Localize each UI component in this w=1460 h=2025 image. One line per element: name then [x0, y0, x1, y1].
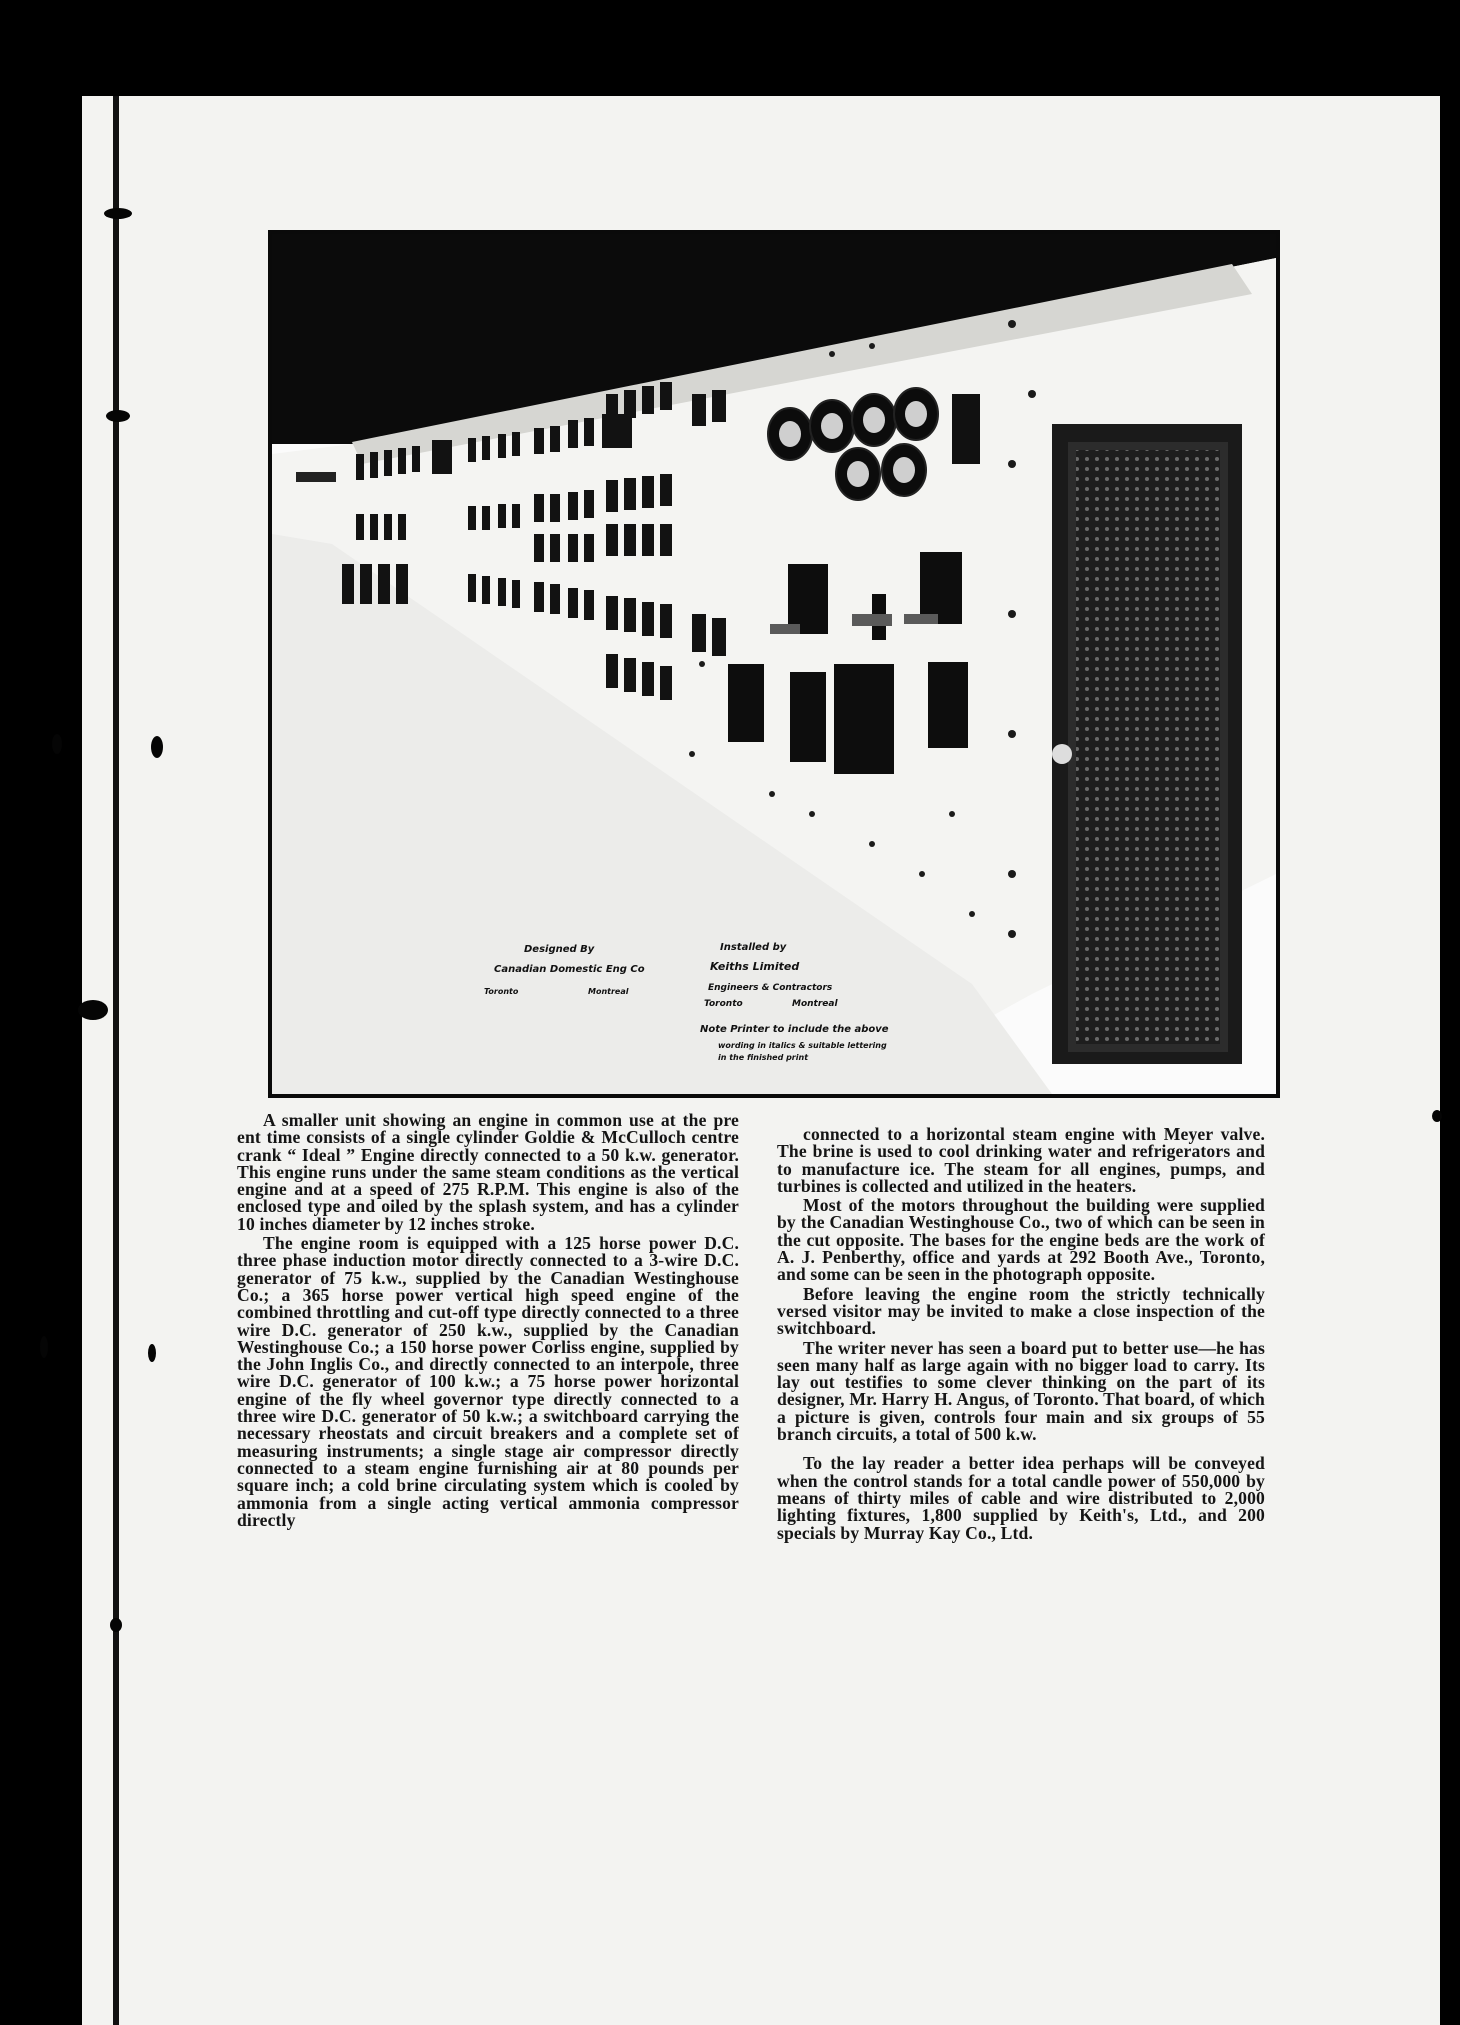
edge-mark [106, 410, 130, 422]
article-paragraph: A smaller unit showing an engine in common use at the pre ent time consists of a single cylinder Goldie & McCulloch centre crank “ Ideal ” Engine directly connected to a 50 k.w. generator. This engine runs under the same steam conditions as the vertical engine and at a speed of 275 R.P.M. This engine is also of the enclosed type and oiled by the splash system, and has a cylinder 10 inches diameter by 12 inches stroke. [237, 1110, 739, 1234]
edge-mark [148, 1344, 156, 1362]
article-paragraph: Before leaving the engine room the strictly technically versed visitor may be invited to make a close inspection of the switchboard. [777, 1283, 1265, 1339]
article-column-left [237, 1112, 739, 1529]
caption-designed-line-3: Toronto [484, 987, 519, 996]
article-paragraph: connected to a horizontal steam engine with Meyer valve. The brine is used to cool drinking water and refrigerators and to manufacture ice. The steam for all engines, pumps, and turbines is collected and utilized in the heaters. [777, 1124, 1265, 1196]
switchboard-image [272, 234, 1276, 1094]
article-paragraph: To the lay reader a better idea perhaps will be conveyed when the control stands for a total candle power of 550,000 by means of thirty miles of cable and wire distributed to 2,000 lighting fixtures, 1,800 supplied by Keith's, Ltd., and 200 specials by Murray Kay Co., Ltd. [777, 1453, 1265, 1543]
switchboard-photograph [268, 230, 1280, 1098]
edge-mark [40, 1336, 48, 1358]
caption-installed-line-2: Keiths Limited [710, 960, 800, 973]
binding-line [113, 96, 119, 2025]
edge-mark [1432, 1110, 1442, 1122]
caption-designed-line-1: Designed By [524, 944, 595, 955]
caption-installed-line-5: Montreal [792, 999, 838, 1009]
caption-note-line-2: wording in italics & suitable lettering [718, 1041, 887, 1050]
article-paragraph: Most of the motors throughout the building were supplied by the Canadian Westinghouse Co., two of which can be seen in the cut opposite. The bases for the engine beds are the work of A. J. Penberthy, office and yards at 292 Booth Ave., Toronto, and some can be seen in the photograph opposite. [777, 1195, 1265, 1285]
edge-mark [52, 734, 62, 754]
caption-designed-line-4: Montreal [588, 987, 629, 996]
caption-note-line-3: in the finished print [718, 1053, 809, 1062]
caption-installed-line-3: Engineers & Contractors [708, 983, 833, 993]
caption-designed-line-2: Canadian Domestic Eng Co [494, 964, 645, 975]
article-paragraph: The writer never has seen a board put to better use—he has seen many half as large again with no bigger load to carry. Its lay out testifies to some clever thinking on the part of its designer, Mr. Harry H. Angus, of Toronto. That board, of which a picture is given, controls four main and six groups of 55 branch circuits, a total of 500 k.w. [777, 1337, 1265, 1445]
edge-mark [78, 1000, 108, 1020]
caption-note-line-1: Note Printer to include the above [700, 1024, 889, 1035]
caption-installed-line-1: Installed by [720, 942, 787, 953]
edge-mark [104, 208, 132, 219]
edge-mark [151, 736, 163, 758]
article-paragraph: The engine room is equipped with a 125 horse power D.C. three phase induction motor directly connected to a 3-wire D.C. generator of 75 k.w., supplied by the Canadian Westinghouse Co.; a 365 horse power vertical high speed engine of the combined throttling and cut-off type directly connected to a three wire D.C. generator of 250 k.w., supplied by the Canadian Westinghouse Co.; a 150 horse power Corliss engine, supplied by the John Inglis Co., and directly connected to an interpole, three wire D.C. generator of 100 k.w.; a 75 horse power horizontal engine of the fly wheel governor type directly connected to a three wire D.C. generator of 50 k.w.; a switchboard carrying the necessary rheostats and circuit breakers and a complete set of measuring instruments; a single stage air compressor directly connected to a steam engine furnishing air at 80 pounds per square inch; a cold brine circulating system which is cooled by ammonia from a single acting vertical ammonia compressor directly [237, 1233, 739, 1530]
article-column-right [777, 1126, 1265, 1542]
caption-installed-line-4: Toronto [704, 999, 743, 1009]
edge-mark [110, 1618, 122, 1632]
